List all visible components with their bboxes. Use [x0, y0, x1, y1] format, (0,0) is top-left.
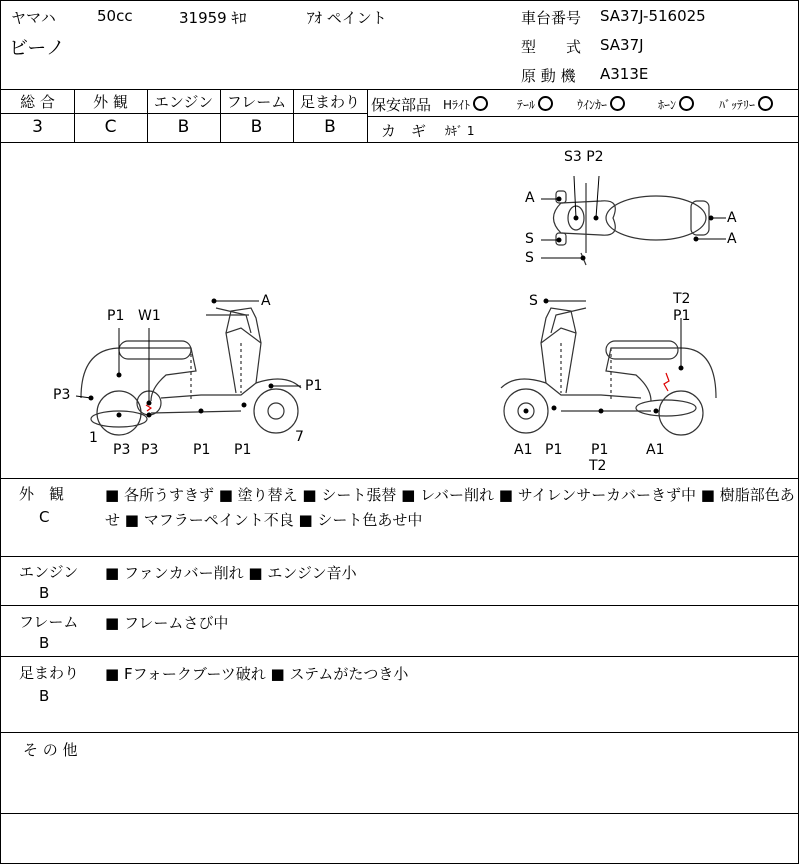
circle-mark-icon — [758, 96, 773, 111]
diag-label: A — [727, 210, 737, 226]
note-line: せ ■ マフラーペイント不良 ■ シート色あせ中 — [105, 511, 423, 529]
diag-label: P1 — [305, 378, 323, 394]
circle-mark-icon — [538, 96, 553, 111]
note-grade-engine: B — [39, 584, 50, 602]
diag-label: T2 — [673, 291, 691, 307]
color: ｱｵ ペイント — [307, 9, 387, 27]
frame-no: SA37J-516025 — [600, 7, 706, 25]
diag-label: T2 — [589, 458, 607, 474]
diag-label: 1 — [89, 430, 98, 446]
type-value: SA37J — [600, 36, 644, 54]
frame-no-label: 車台番号 — [521, 9, 582, 27]
key-value: ｶｷﾞ 1 — [445, 124, 475, 138]
engine-value: A313E — [600, 65, 649, 83]
note-line: ■ 各所うすきず ■ 塗り替え ■ シート張替 ■ レバー削れ ■ サイレンサーカバーきず中 ■ 樹脂部色あ — [105, 486, 795, 504]
diag-label: S — [525, 250, 534, 266]
diag-label: S — [529, 293, 538, 309]
diag-label: A1 — [646, 442, 665, 458]
grade-header-overall: 総 合 — [20, 93, 55, 111]
diag-label: P1 — [591, 442, 609, 458]
diag-label: W1 — [138, 308, 161, 324]
displacement: 50cc — [97, 7, 133, 25]
note-line: ■ Fフォークブーツ破れ ■ ステムがたつき小 — [105, 665, 409, 683]
circle-mark-icon — [473, 96, 488, 111]
diag-label: S3 P2 — [564, 149, 604, 165]
model-name: ビーノ — [9, 37, 65, 59]
note-category-frame: フレーム — [19, 613, 79, 631]
grade-header-engine: エンジン — [153, 93, 214, 111]
diag-label: P1 — [673, 308, 691, 324]
diag-label: P1 — [193, 442, 211, 458]
mileage: 31959 ｷﾛ — [179, 9, 247, 27]
diag-label: A1 — [514, 442, 533, 458]
grade-value-overall: 3 — [32, 117, 43, 137]
note-grade-frame: B — [39, 634, 50, 652]
diag-label: P3 — [113, 442, 131, 458]
note-line: ■ フレームさび中 — [105, 614, 229, 632]
equipment-winker: ｳｲﾝｶｰ — [577, 96, 625, 113]
key-label: カ ギ — [381, 122, 427, 140]
diag-label: A — [727, 231, 737, 247]
note-category-engine: エンジン — [19, 563, 79, 581]
note-grade-suspension: B — [39, 687, 50, 705]
equipment-horn: ﾎｰﾝ — [658, 96, 694, 113]
diag-label: P1 — [107, 308, 125, 324]
note-category-other: そ の 他 — [23, 741, 78, 759]
grade-header-exterior: 外 観 — [93, 93, 128, 111]
scooter-top-view — [554, 183, 710, 265]
note-category-exterior: 外 観 — [19, 485, 65, 503]
grade-value-engine: B — [177, 117, 190, 137]
note-category-suspension: 足まわり — [19, 664, 80, 682]
equipment-tail: ﾃｰﾙ — [517, 96, 553, 113]
equipment-label: 保安部品 — [371, 96, 432, 114]
note-grade-exterior: C — [39, 508, 50, 526]
equipment-headlight: Hﾗｲﾄ — [443, 96, 488, 113]
grade-value-exterior: C — [104, 117, 117, 137]
diag-label: P3 — [141, 442, 159, 458]
note-line: ■ ファンカバー削れ ■ エンジン音小 — [105, 564, 357, 582]
grade-header-suspension: 足まわり — [299, 93, 360, 111]
diag-label: A — [261, 293, 271, 309]
circle-mark-icon — [610, 96, 625, 111]
diag-label: P1 — [545, 442, 563, 458]
diag-label: S — [525, 231, 534, 247]
grade-header-frame: フレーム — [226, 93, 287, 111]
diag-label: P3 — [53, 387, 71, 403]
engine-label: 原 動 機 — [521, 67, 576, 85]
grade-value-suspension: B — [324, 117, 336, 137]
diag-label: A — [525, 190, 535, 206]
equipment-battery: ﾊﾞｯﾃﾘｰ — [719, 96, 773, 113]
circle-mark-icon — [679, 96, 694, 111]
maker: ヤマハ — [11, 9, 56, 27]
scooter-right-view — [501, 308, 716, 435]
scooter-left-view — [81, 308, 301, 435]
type-label: 型 式 — [521, 38, 582, 56]
diag-label: 7 — [295, 429, 304, 445]
grade-value-frame: B — [250, 117, 263, 137]
diag-label: P1 — [234, 442, 252, 458]
